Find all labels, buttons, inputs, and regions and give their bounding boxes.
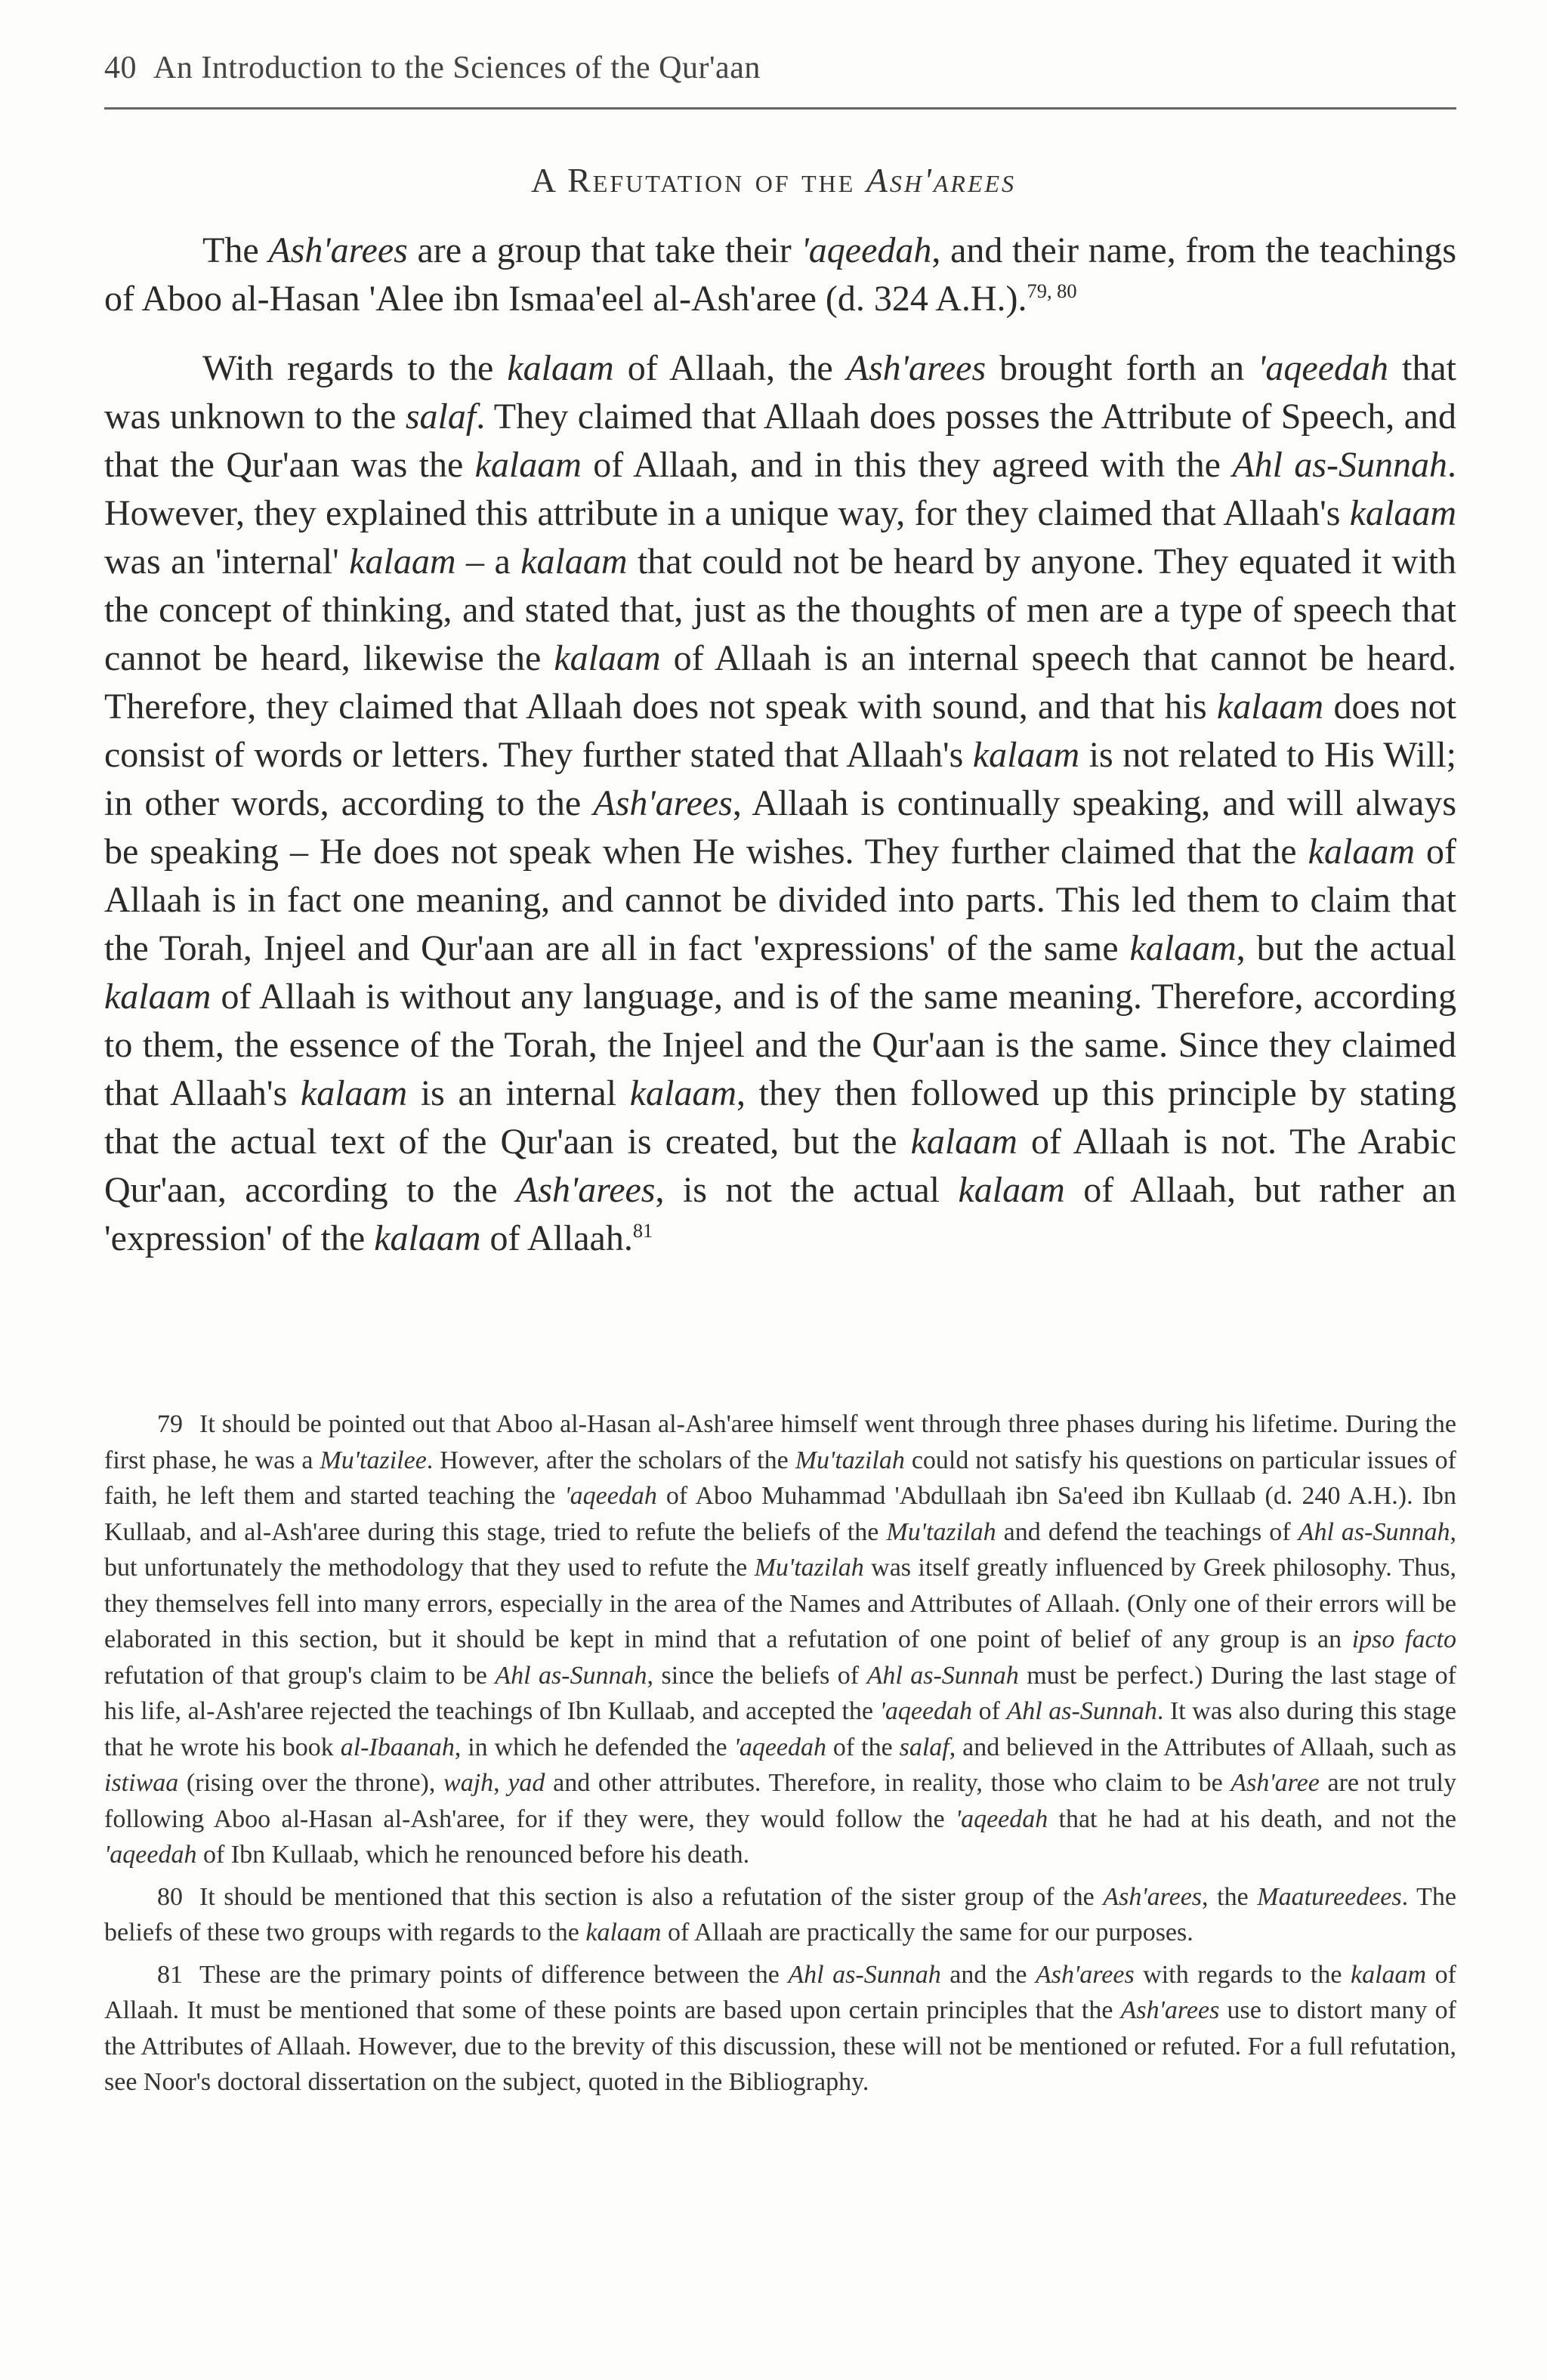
paragraph-2: With regards to the kalaam of Allaah, the Ash'arees brought forth an 'aqeedah that was unknown to the salaf. They claimed that Allaah does posses the Attribute of Speech, and that the Qur'aan was the kalaam of Allaah, and in this they agreed with the Ahl as-Sunnah. However, they explained this attribute in a unique way, for they claimed that Allaah's kalaam was an 'internal' kalaam – a kalaam that could not be heard by anyone. They equated it with the concept of thinking, and stated that, just as the thoughts of men are a type of speech that cannot be heard, likewise the kalaam of Allaah is an internal speech that cannot be heard. Therefore, they claimed that Allaah does not speak with sound, and that his kalaam does not consist of words or letters. They further stated that Allaah's kalaam is not related to His Will; in other words, according to the Ash'arees, Allaah is continually speaking, and will always be speaking – He does not speak when He wishes. They further claimed that the kalaam of Allaah is in fact one meaning, and cannot be divided into parts. This led them to claim that the Torah, Injeel and Qur'aan are all in fact 'expressions' of the same kalaam, but the actual kalaam of Allaah is without any language, and is of the same meaning. Therefore, according to them, the essence of the Torah, the Injeel and the Qur'aan is the same. Since they claimed that Allaah's kalaam is an internal kalaam, they then followed up this principle by stating that the actual text of the Qur'aan is created, but the kalaam of Allaah is not. The Arabic Qur'aan, according to the Ash'arees, is not the actual kalaam of Allaah, but rather an 'expression' of the kalaam of Allaah.$^{81}$ xyxy=(104,348,1457,1258)
footnote-ref-79-80: 79, 80 xyxy=(1027,279,1077,302)
running-head xyxy=(104,50,761,86)
section-title xyxy=(0,160,1547,200)
section-title-italic: Ash'arees xyxy=(866,161,1017,199)
running-title: An Introduction to the Sciences of the Qur'aan xyxy=(153,51,761,85)
page-number: 40 xyxy=(104,51,137,85)
paragraph-1: The Ash'arees are a group that take their 'aqeedah, and their name, from the teachings of Aboo al-Hasan 'Alee ibn Ismaa'eel al-Ash'aree (d. 324 A.H.).$^{79, 80}$ xyxy=(104,230,1457,319)
header-rule xyxy=(104,107,1456,110)
body-text xyxy=(104,227,1456,1284)
footnote-number: 80 xyxy=(157,1882,183,1911)
footnote-80: 80 It should be mentioned that this section is also a refutation of the sister group of the Ash'arees, the Maatureedees. The beliefs of these two groups with regards to the kalaam of Allaah are practically the same for our purposes. xyxy=(104,1882,1456,1946)
section-title-text: A Refutation of the xyxy=(530,161,866,199)
footnote-81: 81 These are the primary points of difference between the Ahl as-Sunnah and the Ash'arees with regards to the kalaam of Allaah. It must be mentioned that some of these points are based upon certain principles that the Ash'arees use to distort many of the Attributes of Allaah. However, due to the brevity of this discussion, these will not be mentioned or refuted. For a full refutation, see Noor's doctoral dissertation on the subject, quoted in the Bibliography. xyxy=(104,1960,1456,2096)
footnote-79: 79 It should be pointed out that Aboo al-Hasan al-Ash'aree himself went through three phases during his lifetime. During the first phase, he was a Mu'tazilee. However, after the scholars of the Mu'tazilah could not satisfy his questions on particular issues of faith, he left them and started teaching the 'aqeedah of Aboo Muhammad 'Abdullaah ibn Sa'eed ibn Kullaab (d. 240 A.H.). Ibn Kullaab, and al-Ash'aree during this stage, tried to refute the beliefs of the Mu'tazilah and defend the teachings of Ahl as-Sunnah, but unfortunately the methodology that they used to refute the Mu'tazilah was itself greatly influenced by Greek philosophy. Thus, they themselves fell into many errors, especially in the area of the Names and Attributes of Allaah. (Only one of their errors will be elaborated in this section, but it should be kept in mind that a refutation of one point of belief of any group is an ipso facto refutation of that group's claim to be Ahl as-Sunnah, since the beliefs of Ahl as-Sunnah must be perfect.) During the last stage of his life, al-Ash'aree rejected the teachings of Ibn Kullaab, and accepted the 'aqeedah of Ahl as-Sunnah. It was also during this stage that he wrote his book al-Ibaanah, in which he defended the 'aqeedah of the salaf, and believed in the Attributes of Allaah, such as istiwaa (rising over the throne), wajh, yad and other attributes. Therefore, in reality, those who claim to be Ash'aree are not truly following Aboo al-Hasan al-Ash'aree, for if they were, they would follow the 'aqeedah that he had at his death, and not the 'aqeedah of Ibn Kullaab, which he renounced before his death. xyxy=(104,1410,1457,1869)
footnote-number: 81 xyxy=(157,1960,183,1989)
footnotes xyxy=(104,1406,1456,2107)
footnote-ref-81: 81 xyxy=(632,1219,653,1242)
footnote-number: 79 xyxy=(157,1410,183,1438)
